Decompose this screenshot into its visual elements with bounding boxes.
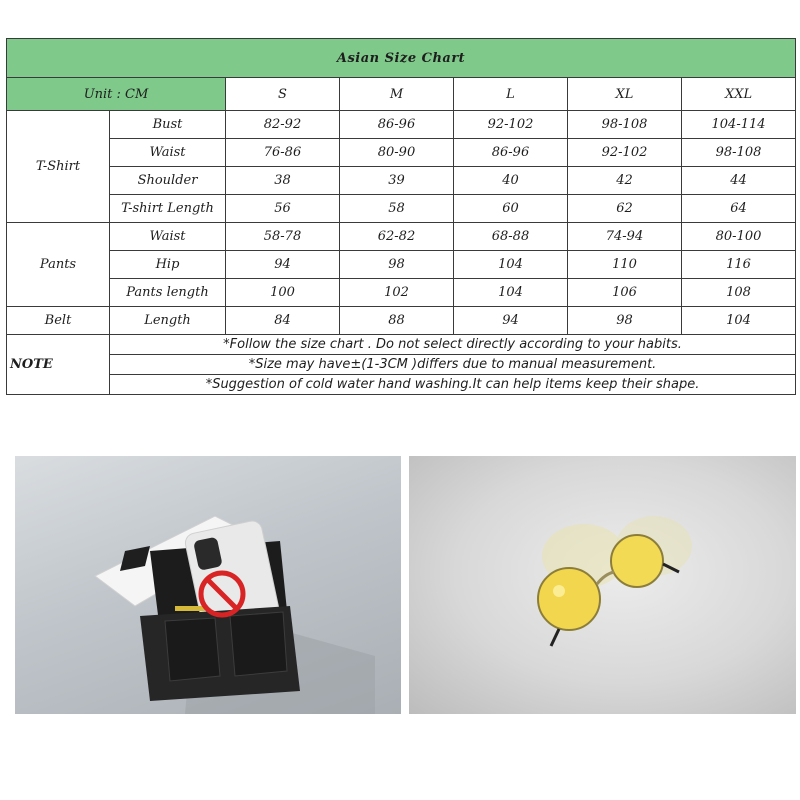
note-label: NOTE [7,335,110,395]
table-row [7,223,796,251]
measure-value: 102 [340,279,454,307]
product-photo-waist-bag [15,456,401,714]
note-text: *Size may have±(1-3CM )differs due to manual measurement. [110,355,796,375]
note-row [7,355,796,375]
measure-value: 92-102 [454,111,568,139]
measure-value: 40 [454,167,568,195]
group-label: Pants [7,223,110,307]
measure-value: 44 [682,167,796,195]
size-header-m: M [340,78,454,111]
measure-value: 94 [454,307,568,335]
measure-value: 84 [226,307,340,335]
measure-value: 100 [226,279,340,307]
measure-value: 80-90 [340,139,454,167]
size-header-xxl: XXL [682,78,796,111]
measure-value: 116 [682,251,796,279]
note-row [7,375,796,395]
measure-label: Hip [110,251,226,279]
measure-value: 92-102 [568,139,682,167]
measure-value: 76-86 [226,139,340,167]
measure-value: 62 [568,195,682,223]
measure-value: 82-92 [226,111,340,139]
measure-value: 110 [568,251,682,279]
measure-value: 98 [340,251,454,279]
measure-value: 80-100 [682,223,796,251]
note-text: *Follow the size chart . Do not select directly according to your habits. [110,335,796,355]
measure-value: 98-108 [682,139,796,167]
measure-value: 38 [226,167,340,195]
table-row [7,111,796,139]
measure-value: 98 [568,307,682,335]
measure-label: Waist [110,223,226,251]
table-row [7,279,796,307]
measure-value: 108 [682,279,796,307]
group-label: T-Shirt [7,111,110,223]
product-photo-sunglasses [409,456,796,714]
measure-value: 86-96 [454,139,568,167]
size-header-xl: XL [568,78,682,111]
measure-value: 94 [226,251,340,279]
measure-label: Pants length [110,279,226,307]
measure-value: 106 [568,279,682,307]
size-header-l: L [454,78,568,111]
measure-value: 74-94 [568,223,682,251]
measure-value: 62-82 [340,223,454,251]
note-text: *Suggestion of cold water hand washing.It can help items keep their shape. [110,375,796,395]
measure-value: 88 [340,307,454,335]
table-row [7,251,796,279]
measure-value: 42 [568,167,682,195]
measure-label: Shoulder [110,167,226,195]
measure-label: T-shirt Length [110,195,226,223]
unit-label: Unit : CM [7,78,226,111]
measure-value: 104 [454,279,568,307]
table-row [7,307,796,335]
measure-value: 39 [340,167,454,195]
table-row [7,195,796,223]
measure-value: 60 [454,195,568,223]
size-chart [6,38,795,398]
chart-title: Asian Size Chart [7,39,796,78]
size-chart-table [6,38,796,395]
measure-value: 104-114 [682,111,796,139]
measure-value: 86-96 [340,111,454,139]
size-header-s: S [226,78,340,111]
measure-value: 104 [682,307,796,335]
group-label: Belt [7,307,110,335]
table-row [7,167,796,195]
measure-value: 64 [682,195,796,223]
measure-value: 56 [226,195,340,223]
measure-value: 98-108 [568,111,682,139]
measure-label: Length [110,307,226,335]
measure-value: 68-88 [454,223,568,251]
measure-value: 58 [340,195,454,223]
measure-value: 58-78 [226,223,340,251]
measure-value: 104 [454,251,568,279]
measure-label: Bust [110,111,226,139]
table-row [7,139,796,167]
measure-label: Waist [110,139,226,167]
note-row [7,335,796,355]
